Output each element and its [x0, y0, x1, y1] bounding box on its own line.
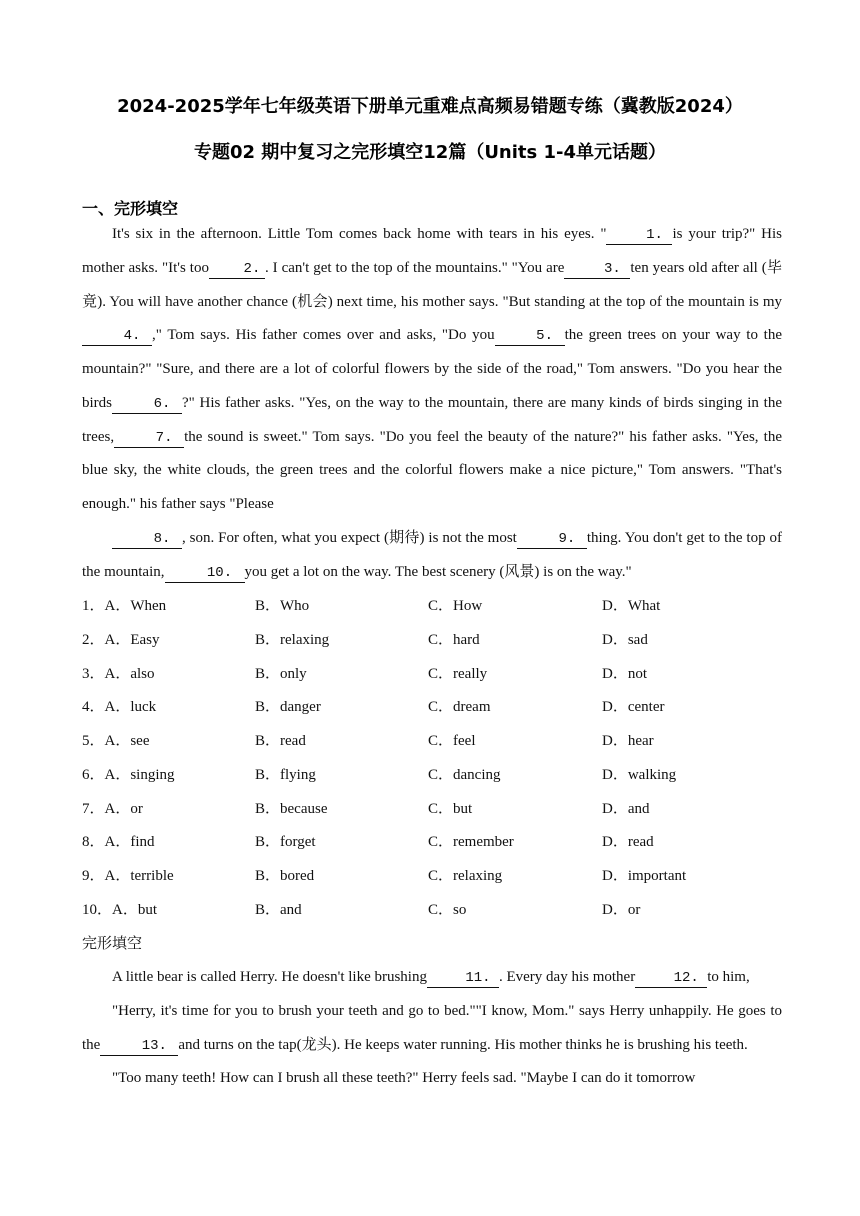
option-row	[82, 829, 782, 863]
option-row	[82, 661, 782, 695]
option-c[interactable]: C．dream	[428, 699, 491, 716]
option-row	[82, 897, 782, 931]
passage-1	[82, 218, 782, 589]
section-heading: 一、完形填空	[82, 199, 179, 218]
passage-2-paragraph-1: A little bear is called Herry. He doesn't like brushing 11. . Every day his mother 12. to him,	[112, 969, 750, 986]
option-d[interactable]: D．hear	[602, 733, 654, 749]
option-a[interactable]: A．Easy	[104, 631, 160, 648]
option-d[interactable]: D．not	[602, 665, 648, 682]
blank-8[interactable]: 8.	[112, 530, 182, 549]
option-a[interactable]: A．see	[104, 733, 150, 749]
option-row	[82, 796, 782, 830]
option-d[interactable]: D．center	[602, 699, 665, 716]
option-c[interactable]: C．remember	[428, 834, 514, 851]
option-c[interactable]: C．feel	[428, 733, 476, 749]
option-b[interactable]: B．relaxing	[255, 631, 330, 648]
option-row	[82, 627, 782, 661]
option-c[interactable]: C．really	[428, 665, 488, 682]
option-a-cell	[82, 627, 160, 654]
option-c[interactable]: C．hard	[428, 631, 480, 648]
option-a[interactable]: A．luck	[104, 699, 157, 716]
question-number: 4．	[82, 699, 105, 716]
option-a-cell	[82, 897, 157, 924]
passage-1-paragraph-1: It's six in the afternoon. Little Tom comes back home with tears in his eyes. " 1. is your trip?" His mother asks. "It's too 2. . I can't get to the top of the mountains." "You are 3. ten years old after all (毕竟). You will have another chance (机会) next time, his mother says. "But standing at the top of the mountain is my4. ," Tom says. His father comes over and asks, "Do you 5. the green trees on your way to the mountain?" "Sure, and there are a lot of colorful flowers by the side of the road," Tom answers. "Do you hear the birds 6. ?" His father asks. "Yes, on the way to the mountain, there are many kinds of birds singing in the trees, 7. the sound is sweet." Tom says. "Do you feel the beauty of the nature?" his father asks. "Yes, the blue sky, the white clouds, the green trees and the colorful flowers make a nice picture," Tom answers. "That's enough." his father says "Please	[82, 226, 782, 512]
option-a-cell	[82, 593, 166, 620]
blank-6[interactable]: 6.	[112, 395, 182, 414]
option-b[interactable]: B．because	[255, 800, 328, 817]
option-d[interactable]: D．read	[602, 834, 654, 851]
option-row	[82, 694, 782, 728]
blank-13[interactable]: 13.	[100, 1037, 178, 1056]
question-number: 10．	[82, 901, 113, 918]
option-d[interactable]: D．sad	[602, 631, 648, 648]
option-a-cell	[82, 661, 155, 688]
question-number: 1．	[82, 598, 105, 614]
section-label: 完形填空	[82, 934, 143, 952]
option-d[interactable]: D．important	[602, 868, 687, 884]
option-a-cell	[82, 829, 155, 856]
blank-3[interactable]: 3.	[564, 260, 630, 279]
option-a-cell	[82, 762, 175, 789]
blank-2[interactable]: 2.	[209, 260, 265, 279]
option-d[interactable]: D．walking	[602, 766, 677, 783]
option-a[interactable]: A．or	[104, 800, 143, 817]
option-a[interactable]: A．When	[104, 598, 167, 614]
option-a[interactable]: A．terrible	[104, 868, 174, 884]
option-c[interactable]: C．How	[428, 598, 483, 614]
passage-1-paragraph-2: 8. , son. For often, what you expect (期待) is not the most 9. thing. You don't get to the top of the mountain, 10. you get a lot on the way. The best scenery (风景) is on the way."	[82, 529, 782, 581]
option-a[interactable]: A．singing	[104, 766, 175, 783]
option-a-cell	[82, 694, 156, 721]
blank-5[interactable]: 5.	[495, 327, 565, 346]
question-number: 2．	[82, 631, 105, 648]
option-b[interactable]: B．only	[255, 665, 307, 682]
option-a-cell	[82, 863, 174, 890]
option-b[interactable]: B．bored	[255, 868, 315, 884]
option-c[interactable]: C．but	[428, 800, 473, 817]
option-row	[82, 593, 782, 627]
question-number: 9．	[82, 868, 105, 884]
option-b[interactable]: B．flying	[255, 766, 316, 783]
blank-9[interactable]: 9.	[517, 530, 587, 549]
option-a[interactable]: A．find	[104, 834, 155, 851]
option-d[interactable]: D．What	[602, 598, 661, 614]
question-number: 7．	[82, 800, 105, 817]
question-number: 6．	[82, 766, 105, 783]
option-d[interactable]: D．and	[602, 800, 650, 817]
blank-12[interactable]: 12.	[635, 969, 707, 988]
option-a-cell	[82, 728, 150, 755]
question-number: 8．	[82, 834, 105, 851]
question-number: 5．	[82, 733, 105, 749]
blank-7[interactable]: 7.	[114, 429, 184, 448]
passage-2-paragraph-2: "Herry, it's time for you to brush your teeth and go to bed.""I know, Mom." says Herry unhappily. He goes to the 13. and turns on the tap(龙头). He keeps water running. His mother thinks he is brushing his teeth.	[82, 1002, 782, 1054]
option-row	[82, 728, 782, 762]
option-a[interactable]: A．also	[104, 665, 155, 682]
passage-2-paragraph-3: "Too many teeth! How can I brush all these teeth?" Herry feels sad. "Maybe I can do it tomorrow	[112, 1070, 696, 1087]
option-b[interactable]: B．read	[255, 733, 306, 749]
option-b[interactable]: B．Who	[255, 598, 310, 614]
blank-11[interactable]: 11.	[427, 969, 499, 988]
option-c[interactable]: C．relaxing	[428, 868, 503, 884]
document-subtitle: 专题02 期中复习之完形填空12篇（Units 1-4单元话题）	[193, 142, 667, 163]
question-number: 3．	[82, 665, 105, 682]
option-c[interactable]: C．dancing	[428, 766, 501, 783]
blank-10[interactable]: 10.	[165, 564, 245, 583]
option-a[interactable]: A．but	[112, 901, 158, 918]
option-b[interactable]: B．and	[255, 901, 302, 918]
option-b[interactable]: B．danger	[255, 699, 321, 716]
passage-2	[82, 961, 782, 1096]
options-list	[82, 593, 782, 931]
option-c[interactable]: C．so	[428, 901, 467, 918]
option-d[interactable]: D．or	[602, 901, 641, 918]
blank-1[interactable]: 1.	[606, 226, 672, 245]
option-a-cell	[82, 796, 143, 823]
option-row	[82, 762, 782, 796]
option-b[interactable]: B．forget	[255, 834, 316, 851]
blank-4[interactable]: 4.	[82, 327, 152, 346]
option-row	[82, 863, 782, 897]
document-title: 2024-2025学年七年级英语下册单元重难点高频易错题专练（冀教版2024）	[117, 96, 743, 117]
